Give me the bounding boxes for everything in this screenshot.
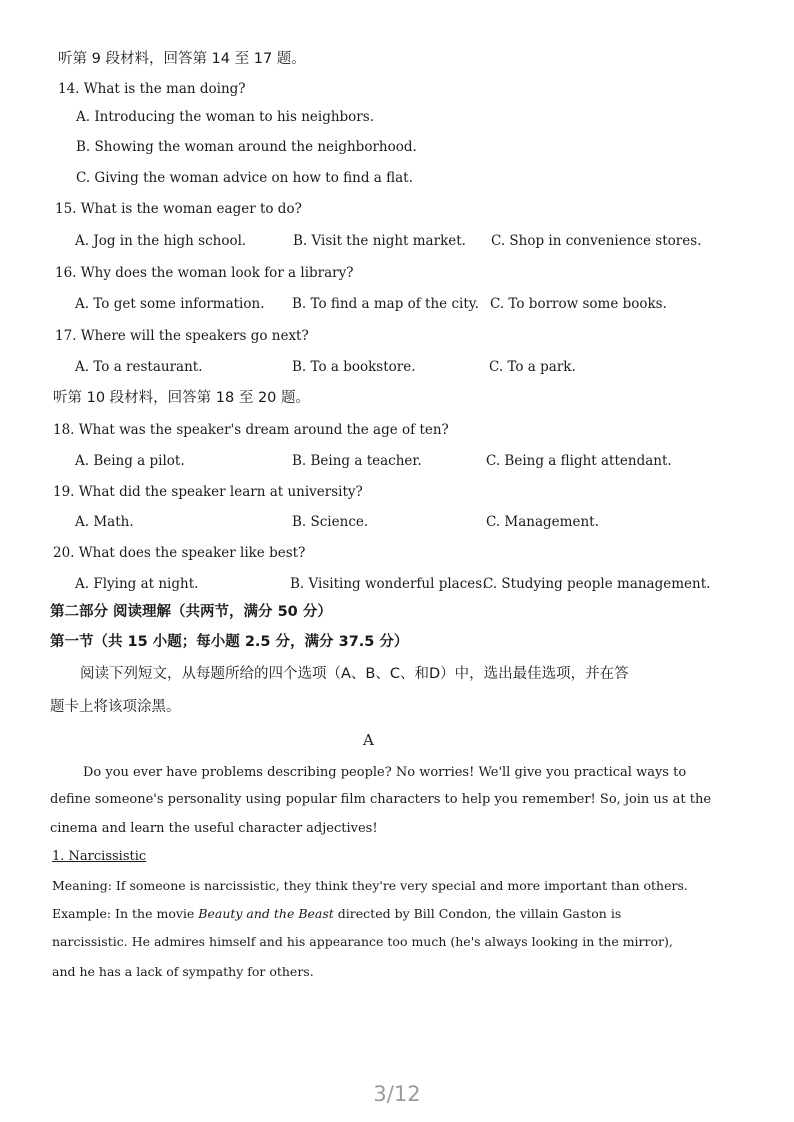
passage-p1-line1: Do you ever have problems describing people? No worries! We'll give you practical ways to xyxy=(83,765,687,780)
example-rest: directed by Bill Condon, the villain Gaston is xyxy=(333,906,622,921)
section1-header: 第一节（共 15 小题；每小题 2.5 分，满分 37.5 分） xyxy=(50,634,409,650)
q14-option-c: C. Giving the woman advice on how to find a flat. xyxy=(76,170,413,186)
q17-option-c: C. To a park. xyxy=(489,359,576,375)
passage-p1-line3: cinema and learn the useful character adjectives! xyxy=(50,821,378,836)
q18-option-b: B. Being a teacher. xyxy=(292,453,422,469)
q20-option-a: A. Flying at night. xyxy=(75,576,199,592)
question-19: 19. What did the speaker learn at university? xyxy=(53,484,363,500)
meaning-text: Meaning: If someone is narcissistic, they think they're very special and more important than others. xyxy=(52,878,688,893)
example-line2: narcissistic. He admires himself and his appearance too much (he's always looking in the mirror), xyxy=(52,934,673,949)
part2-header: 第二部分 阅读理解（共两节，满分 50 分） xyxy=(50,604,332,620)
question-18: 18. What was the speaker's dream around the age of ten? xyxy=(53,422,449,438)
q19-option-a: A. Math. xyxy=(75,514,134,530)
q18-option-c: C. Being a flight attendant. xyxy=(486,453,672,469)
question-15: 15. What is the woman eager to do? xyxy=(55,201,302,217)
item1-title: 1. Narcissistic xyxy=(52,849,147,864)
q14-option-a: A. Introducing the woman to his neighbors. xyxy=(76,109,374,125)
question-14: 14. What is the man doing? xyxy=(58,81,246,97)
q17-option-b: B. To a bookstore. xyxy=(292,359,416,375)
passage-label: A xyxy=(363,731,374,749)
example-label: Example: In the movie xyxy=(52,906,199,921)
instructions-line2: 题卡上将该项涂黑。 xyxy=(50,699,181,715)
passage-p1-line2: define someone's personality using popular film characters to help you remember! So, join us at the xyxy=(50,792,712,807)
section9-header: 听第 9 段材料，回答第 14 至 17 题。 xyxy=(58,51,306,67)
question-17: 17. Where will the speakers go next? xyxy=(55,328,309,344)
q15-option-c: C. Shop in convenience stores. xyxy=(491,233,702,249)
movie-title: Beauty and the Beast xyxy=(198,906,334,921)
q19-option-b: B. Science. xyxy=(292,514,369,530)
q20-option-b: B. Visiting wonderful places. xyxy=(290,576,487,592)
page-indicator: 3/12 xyxy=(373,1082,421,1106)
q15-option-b: B. Visit the night market. xyxy=(293,233,466,249)
q16-option-a: A. To get some information. xyxy=(75,296,265,312)
question-20: 20. What does the speaker like best? xyxy=(53,545,306,561)
q15-option-a: A. Jog in the high school. xyxy=(75,233,247,249)
q16-option-c: C. To borrow some books. xyxy=(490,296,667,312)
example-line1 xyxy=(52,905,621,923)
question-16: 16. Why does the woman look for a library? xyxy=(55,265,354,281)
section10-header: 听第 10 段材料，回答第 18 至 20 题。 xyxy=(53,390,311,406)
q14-option-b: B. Showing the woman around the neighborhood. xyxy=(76,139,417,155)
q20-option-c: C. Studying people management. xyxy=(483,576,711,592)
q16-option-b: B. To find a map of the city. xyxy=(292,296,479,312)
q19-option-c: C. Management. xyxy=(486,514,599,530)
q18-option-a: A. Being a pilot. xyxy=(75,453,185,469)
q17-option-a: A. To a restaurant. xyxy=(75,359,203,375)
example-line3: and he has a lack of sympathy for others. xyxy=(52,964,314,979)
instructions-line1: 阅读下列短文，从每题所给的四个选项（A、B、C、和D）中，选出最佳选项，并在答 xyxy=(80,666,629,682)
